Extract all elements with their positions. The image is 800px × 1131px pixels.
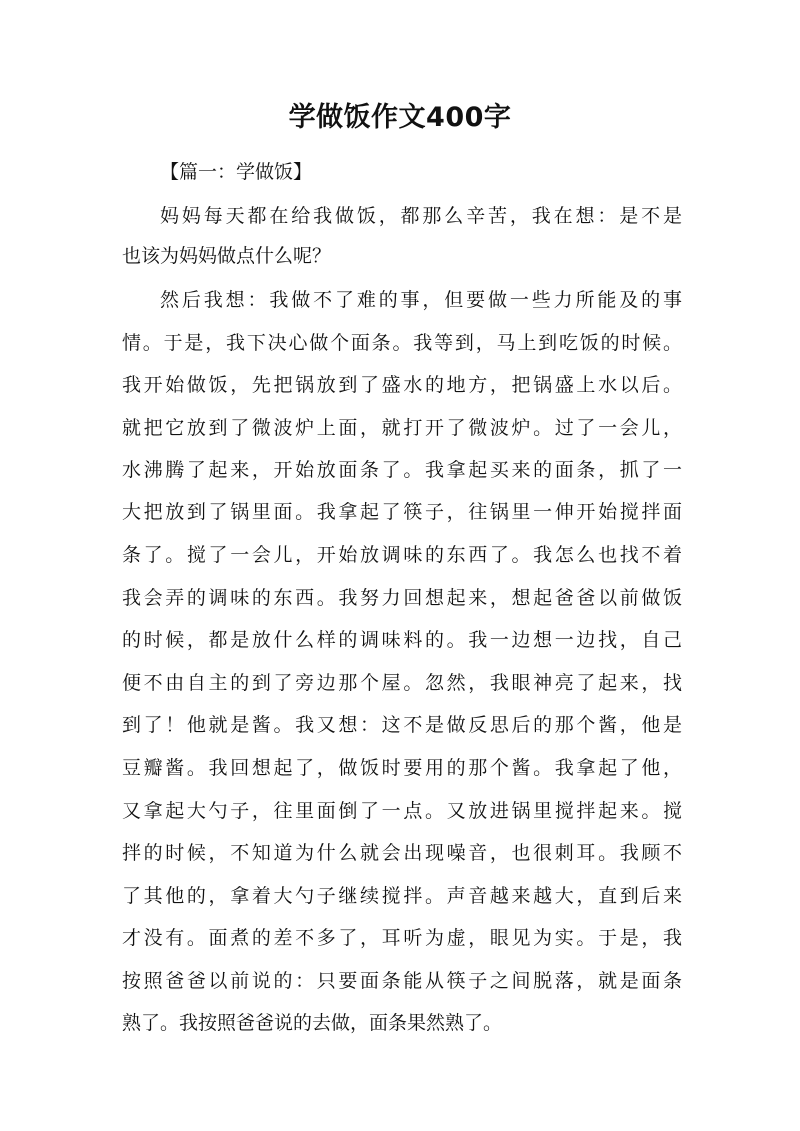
text-line: 拌的时候，不知道为什么就会出现噪音，也很刺耳。我顾不 — [122, 842, 682, 864]
text-line: 妈妈每天都在给我做饭，都那么辛苦，我在想：是不是 — [160, 205, 682, 227]
text-line: 便不由自主的到了旁边那个屋。忽然，我眼神亮了起来，找 — [122, 672, 682, 694]
text-line: 我开始做饭，先把锅放到了盛水的地方，把锅盛上水以后。 — [122, 374, 682, 396]
text-line: 才没有。面煮的差不多了，耳听为虚，眼见为实。于是，我 — [122, 927, 682, 949]
text-line: 到了！他就是酱。我又想：这不是做反思后的那个酱，他是 — [122, 714, 682, 736]
document-title: 学做饭作文400字 — [288, 102, 512, 133]
text-line: 条了。搅了一会儿，开始放调味的东西了。我怎么也找不着 — [122, 544, 682, 566]
text-line: 水沸腾了起来，开始放面条了。我拿起买来的面条，抓了一 — [122, 459, 682, 481]
text-line: 了其他的，拿着大勺子继续搅拌。声音越来越大，直到后来 — [122, 885, 682, 907]
text-line: 然后我想：我做不了难的事，但要做一些力所能及的事 — [160, 289, 682, 311]
text-line: 豆瓣酱。我回想起了，做饭时要用的那个酱。我拿起了他， — [122, 757, 682, 779]
text-line: 熟了。我按照爸爸说的去做，面条果然熟了。 — [122, 1012, 503, 1034]
text-line: 也该为妈妈做点什么呢？ — [122, 245, 332, 267]
text-line: 我会弄的调味的东西。我努力回想起来，想起爸爸以前做饭 — [122, 587, 682, 609]
text-line: 的时候，都是放什么样的调味料的。我一边想一边找，自己 — [122, 629, 682, 651]
text-line: 情。于是，我下决心做个面条。我等到，马上到吃饭的时候。 — [122, 332, 682, 354]
text-line: 大把放到了锅里面。我拿起了筷子，往锅里一伸开始搅拌面 — [122, 501, 682, 523]
text-line: 又拿起大勺子，往里面倒了一点。又放进锅里搅拌起来。搅 — [122, 800, 682, 822]
section-heading: 【篇一：学做饭】 — [160, 161, 313, 183]
text-line: 就把它放到了微波炉上面，就打开了微波炉。过了一会儿， — [122, 417, 682, 439]
text-line: 按照爸爸以前说的：只要面条能从筷子之间脱落，就是面条 — [122, 970, 682, 992]
